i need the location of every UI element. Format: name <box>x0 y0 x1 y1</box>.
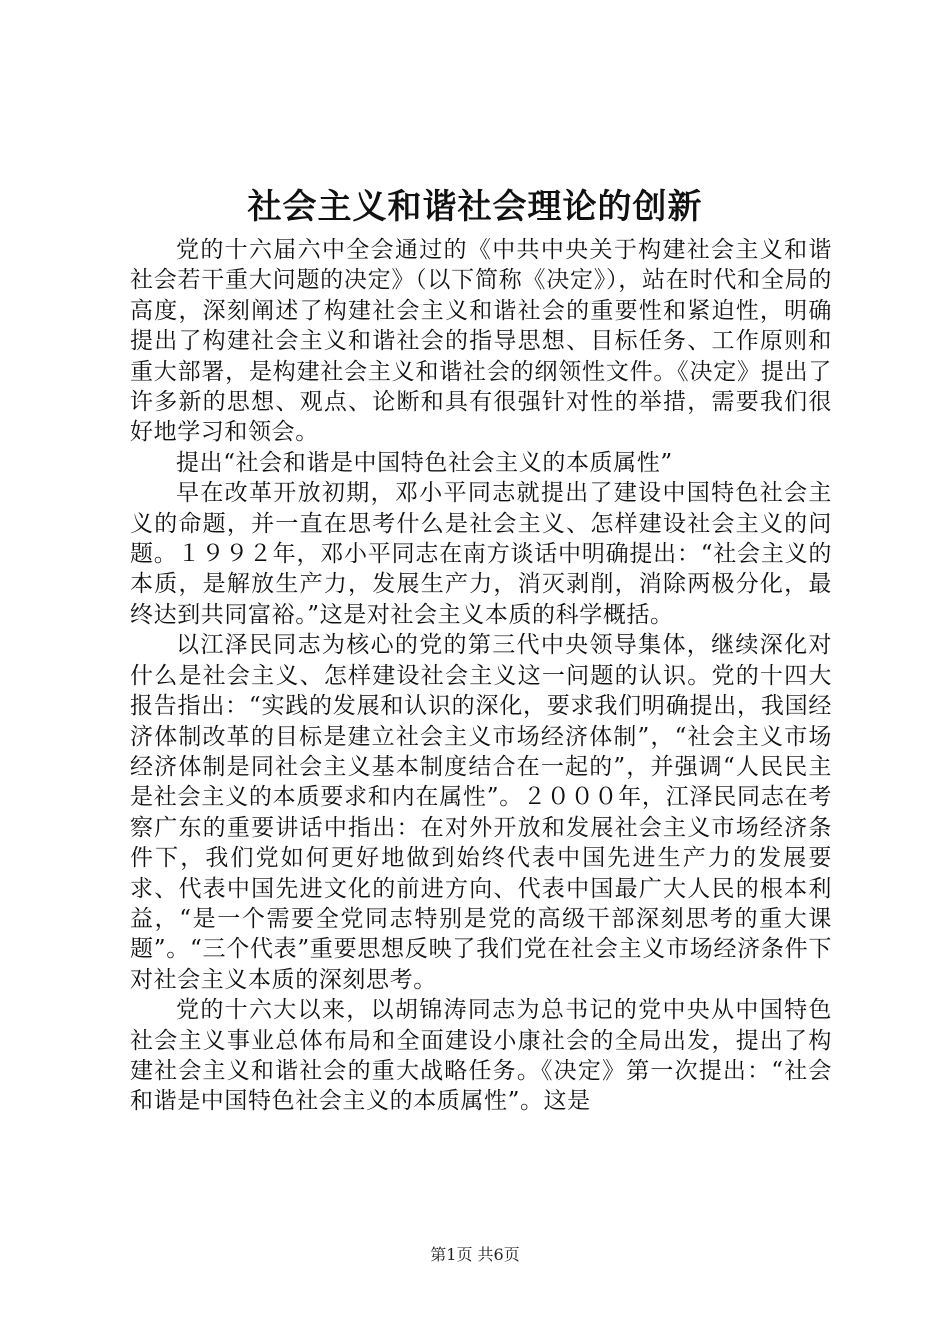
paragraph-intro: 党的十六届六中全会通过的《中共中央关于构建社会主义和谐社会若干重大问题的决定》（以下简称《决定》），站在时代和全局的高度，深刻阐述了构建社会主义和谐社会的重要性和紧迫性，明确提出了构建社会主义和谐社会的指导思想、目标任务、工作原则和重大部署，是构建社会主义和谐社会的纲领性文件。《决定》提出了许多新的思想、观点、论断和具有很强针对性的举措，需要我们很好地学习和领会。 <box>130 237 832 446</box>
document-title: 社会主义和谐社会理论的创新 <box>247 187 703 227</box>
paragraph-hu: 党的十六大以来，以胡锦涛同志为总书记的党中央从中国特色社会主义事业总体布局和全面建设小康社会的全局出发，提出了构建社会主义和谐社会的重大战略任务。《决定》第一次提出：“社会和谐是中国特色社会主义的本质属性”。这是 <box>130 997 832 1115</box>
section-heading: 提出“社会和谐是中国特色社会主义的本质属性” <box>176 449 673 476</box>
page-number-footer: 第1页 共6页 <box>430 1245 520 1264</box>
paragraph-jiang: 以江泽民同志为核心的党的第三代中央领导集体，继续深化对什么是社会主义、怎样建设社会主义这一问题的认识。党的十四大报告指出：“实践的发展和认识的深化，要求我们明确提出，我国经济体制改革的目标是建立社会主义市场经济体制”，“社会主义市场经济体制是同社会主义基本制度结合在一起的”，并强调“人民民主是社会主义的本质要求和内在属性”。２０００年，江泽民同志在考察广东的重要讲话中指出：在对外开放和发展社会主义市场经济条件下，我们党如何更好地做到始终代表中国先进生产力的发展要求、代表中国先进文化的前进方向、代表中国最广大人民的根本利益，“是一个需要全党同志特别是党的高级干部深刻思考的重大课题”。“三个代表”重要思想反映了我们党在社会主义市场经济条件下对社会主义本质的深刻思考。 <box>130 632 832 993</box>
document-body <box>130 235 832 1117</box>
paragraph-deng: 早在改革开放初期，邓小平同志就提出了建设中国特色社会主义的命题，并一直在思考什么是社会主义、怎样建设社会主义的问题。１９９２年，邓小平同志在南方谈话中明确提出：“社会主义的本质，是解放生产力，发展生产力，消灭剥削，消除两极分化，最终达到共同富裕。”这是对社会主义本质的科学概括。 <box>130 480 832 628</box>
